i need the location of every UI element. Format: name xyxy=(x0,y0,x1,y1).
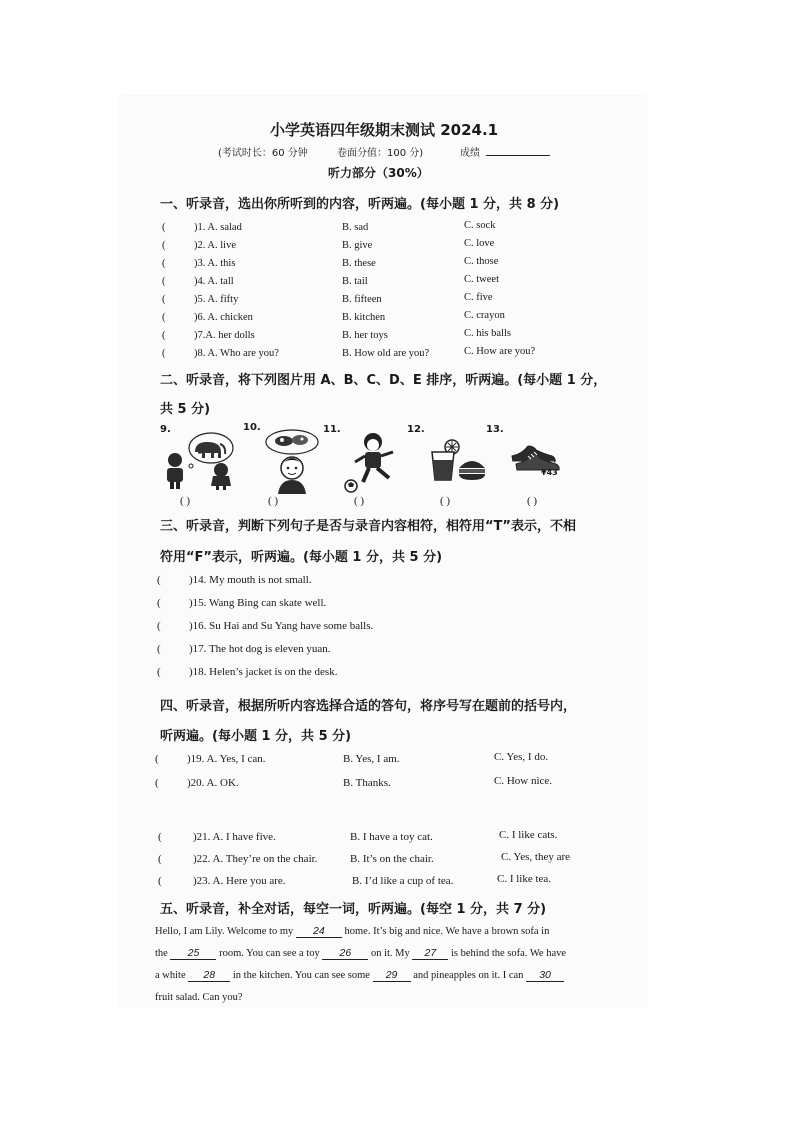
statement-16: )16. Su Hai and Su Yang have some balls. xyxy=(189,620,374,632)
answer-paren-11[interactable]: ( ) xyxy=(354,495,365,507)
blank-28[interactable]: 28 xyxy=(188,969,230,982)
exam-score-total: 卷面分值：100 分) xyxy=(337,148,424,159)
question-5-option-b: B. fifteen xyxy=(342,294,382,305)
question-4-option-a: )4. A. tall xyxy=(194,276,234,287)
question-21-option-a: )21. A. I have five. xyxy=(193,831,276,843)
blank-29[interactable]: 29 xyxy=(373,969,411,982)
question-6-option-a: )6. A. chicken xyxy=(194,312,253,323)
question-23-option-b: B. I’d like a cup of tea. xyxy=(352,875,454,887)
question-1-option-c: C. sock xyxy=(464,220,496,231)
answer-paren-21[interactable]: ( xyxy=(158,831,162,843)
answer-paren-2[interactable]: ( xyxy=(162,240,166,251)
question-2-option-b: B. give xyxy=(342,240,373,251)
section2-heading-line1: 二、听录音，将下列图片用 A、B、C、D、E 排序，听两遍。(每小题 1 分， xyxy=(160,373,607,388)
pic-number-9: 9. xyxy=(160,424,171,435)
answer-paren-10[interactable]: ( ) xyxy=(268,495,279,507)
section3-heading-line1: 三、听录音，判断下列句子是否与录音内容相符，相符用“T”表示，不相 xyxy=(160,519,576,534)
answer-paren-20[interactable]: ( xyxy=(155,777,159,789)
passage-line-4: fruit salad. Can you? xyxy=(155,992,243,1003)
juice-and-hamburger-icon xyxy=(428,438,488,482)
answer-paren-7[interactable]: ( xyxy=(162,330,166,341)
statement-14: )14. My mouth is not small. xyxy=(189,574,312,586)
answer-paren-8[interactable]: ( xyxy=(162,348,166,359)
listening-title: 听力部分（30%） xyxy=(328,166,429,180)
blank-25[interactable]: 25 xyxy=(170,947,216,960)
question-7-option-a: )7.A. her dolls xyxy=(194,330,255,341)
question-2-option-a: )2. A. live xyxy=(194,240,236,251)
question-19-option-a: )19. A. Yes, I can. xyxy=(187,753,266,765)
blank-30[interactable]: 30 xyxy=(526,969,564,982)
pic-number-12: 12. xyxy=(407,424,425,435)
passage-line-3: a white 28 in the kitchen. You can see some 29 and pineapples on it. I can 30 xyxy=(155,969,564,982)
answer-paren-13[interactable]: ( ) xyxy=(527,495,538,507)
exam-title: 小学英语四年级期末测试 2024.1 xyxy=(270,121,499,139)
answer-paren-5[interactable]: ( xyxy=(162,294,166,305)
statement-15: )15. Wang Bing can skate well. xyxy=(189,597,327,609)
question-22-option-a: )22. A. They’re on the chair. xyxy=(193,853,318,865)
answer-paren-14[interactable]: ( xyxy=(157,574,161,586)
question-3-option-b: B. these xyxy=(342,258,376,269)
exam-duration: (考试时长：60 分钟 xyxy=(218,148,308,159)
answer-paren-4[interactable]: ( xyxy=(162,276,166,287)
grade-field xyxy=(460,144,550,159)
answer-paren-23[interactable]: ( xyxy=(158,875,162,887)
section4-heading-line2: 听两遍。(每小题 1 分，共 5 分) xyxy=(160,729,352,744)
pic-number-11: 11. xyxy=(323,424,341,435)
boy-and-girl-thinking-of-elephant-icon xyxy=(163,430,238,490)
question-7-option-c: C. his balls xyxy=(464,328,511,339)
question-19-option-b: B. Yes, I am. xyxy=(343,753,400,765)
question-4-option-c: C. tweet xyxy=(464,274,499,285)
question-8-option-c: C. How are you? xyxy=(464,346,536,357)
passage-line-2: the 25 room. You can see a toy 26 on it. My 27 is behind the sofa. We have xyxy=(155,947,567,959)
blank-26[interactable]: 26 xyxy=(322,947,368,960)
section1-heading: 一、听录音，选出你所听到的内容，听两遍。(每小题 1 分，共 8 分) xyxy=(160,197,560,212)
question-6-option-c: C. crayon xyxy=(464,310,505,321)
question-23-option-c: C. I like tea. xyxy=(497,873,552,885)
section5-heading: 五、听录音，补全对话，每空一词，听两遍。(每空 1 分，共 7 分) xyxy=(160,902,547,917)
question-1-option-b: B. sad xyxy=(342,222,369,233)
grade-blank[interactable] xyxy=(486,155,550,156)
question-22-option-c: C. Yes, they are xyxy=(501,851,571,863)
question-23-option-a: )23. A. Here you are. xyxy=(193,875,286,887)
section2-heading-line2: 共 5 分) xyxy=(160,402,211,417)
question-20-option-c: C. How nice. xyxy=(494,775,553,787)
pic-number-13: 13. xyxy=(486,424,504,435)
question-7-option-b: B. her toys xyxy=(342,330,388,341)
answer-paren-15[interactable]: ( xyxy=(157,597,161,609)
statement-18: )18. Helen’s jacket is on the desk. xyxy=(189,666,338,678)
passage-line-1: Hello, I am Lily. Welcome to my 24 home. It’s big and nice. We have a brown sofa in xyxy=(155,925,550,937)
pic-number-10: 10. xyxy=(243,422,261,433)
blank-27[interactable]: 27 xyxy=(412,947,448,960)
question-20-option-b: B. Thanks. xyxy=(343,777,391,789)
answer-paren-16[interactable]: ( xyxy=(157,620,161,632)
answer-paren-19[interactable]: ( xyxy=(155,753,159,765)
blank-24[interactable]: 24 xyxy=(296,925,342,938)
question-4-option-b: B. tail xyxy=(342,276,368,287)
question-21-option-b: B. I have a toy cat. xyxy=(350,831,433,843)
section3-heading-line2: 符用“F”表示，听两遍。(每小题 1 分，共 5 分) xyxy=(160,550,443,565)
question-6-option-b: B. kitchen xyxy=(342,312,386,323)
statement-17: )17. The hot dog is eleven yuan. xyxy=(189,643,331,655)
question-5-option-c: C. five xyxy=(464,292,493,303)
answer-paren-3[interactable]: ( xyxy=(162,258,166,269)
question-5-option-a: )5. A. fifty xyxy=(194,294,239,305)
question-22-option-b: B. It’s on the chair. xyxy=(350,853,434,865)
question-3-option-a: )3. A. this xyxy=(194,258,236,269)
section4-heading-line1: 四、听录音，根据所听内容选择合适的答句，将序号写在题前的括号内， xyxy=(160,699,577,714)
answer-paren-22[interactable]: ( xyxy=(158,853,162,865)
grade-label: 成绩 xyxy=(460,148,480,159)
question-8-option-b: B. How old are you? xyxy=(342,348,430,359)
answer-paren-9[interactable]: ( ) xyxy=(180,495,191,507)
answer-paren-6[interactable]: ( xyxy=(162,312,166,323)
question-3-option-c: C. those xyxy=(464,256,499,267)
boy-kicking-football-icon xyxy=(343,430,399,494)
question-20-option-a: )20. A. OK. xyxy=(187,777,239,789)
answer-paren-18[interactable]: ( xyxy=(157,666,161,678)
price-tag: ¥43 xyxy=(541,468,558,477)
answer-paren-17[interactable]: ( xyxy=(157,643,161,655)
question-1-option-a: )1. A. salad xyxy=(194,222,242,233)
question-19-option-c: C. Yes, I do. xyxy=(494,751,549,763)
question-2-option-c: C. love xyxy=(464,238,495,249)
question-8-option-a: )8. A. Who are you? xyxy=(194,348,279,359)
answer-paren-1[interactable]: ( xyxy=(162,222,166,233)
girl-thinking-of-food-icon xyxy=(262,428,322,494)
question-21-option-c: C. I like cats. xyxy=(499,829,558,841)
answer-paren-12[interactable]: ( ) xyxy=(440,495,451,507)
